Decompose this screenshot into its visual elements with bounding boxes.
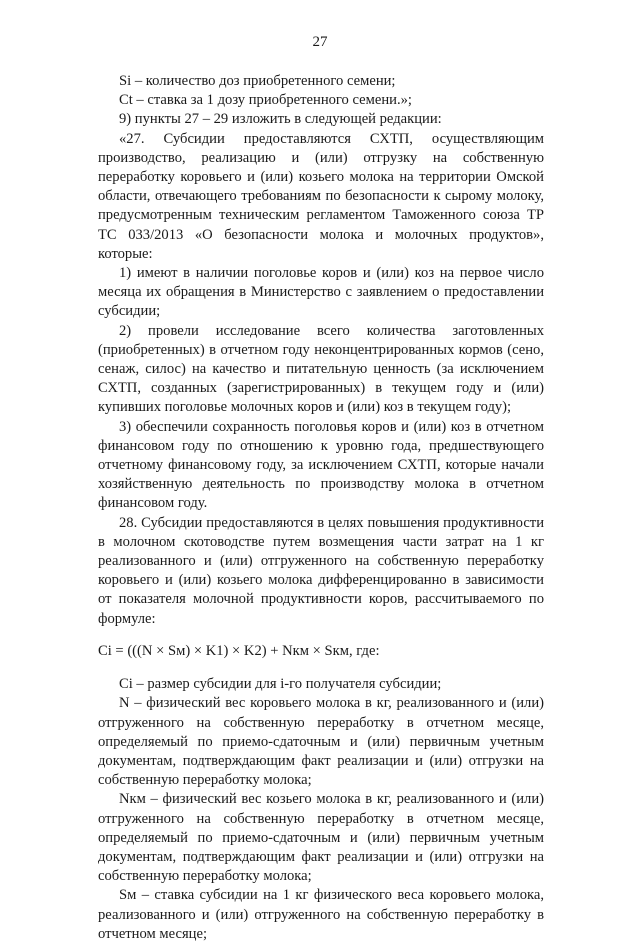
definition-n: N – физический вес коровьего молока в кг, реализованного и (или) отгруженного на собственную переработку в отчетном месяце, определяемый по приемо-сдаточным и (или) первичным учетным документам, подтверждающим факт реализации и (или) отгрузки на собственную переработку молока; <box>98 695 544 789</box>
subsidy-formula: Ci = (((N × Sм) × K1) × K2) + Nкм × Sкм, где: <box>98 642 380 659</box>
paragraph-condition-2: 2) провели исследование всего количества заготовленных (приобретенных) в отчетном году неконцентрированных кормов (сено, сенаж, силос) на качество и питательную ценность (за исключением СХТП, созданных (зарегистрированных) в текущем году и (или) купивших поголовье молочных коров и (или) коз в текущем году); <box>98 322 544 416</box>
paragraph-condition-3: 3) обеспечили сохранность поголовья коров и (или) коз в отчетном финансовом году по отношению к уровню года, предшествующего отчетному финансовому году, за исключением СХТП, которые начали хозяйственную деятельность по производству молока в отчетном финансовом году. <box>98 418 544 512</box>
page-number: 27 <box>312 34 328 50</box>
definition-ci: Ci – размер субсидии для i-го получателя субсидии; <box>119 676 442 693</box>
document-body <box>98 72 544 944</box>
paragraph-item-9: 9) пункты 27 – 29 изложить в следующей редакции: <box>119 111 442 128</box>
definition-nkm: Nкм – физический вес козьего молока в кг, реализованного и (или) отгруженного на собственную переработку в отчетном месяце, определяемый по приемо-сдаточным и (или) первичным учетным документам, подтверждающим факт реализации и (или) отгрузки на собственную переработку молока; <box>98 791 544 885</box>
paragraph-clause-27: «27. Субсидии предоставляются СХТП, осуществляющим производство, реализацию и (или) отгрузку на собственную переработку коровьего и (или) козьего молока на территории Омской области, отвечающего требованиям по безопасности к сырому молоку, предусмотренным техническим регламентом Таможенного союза ТР ТС 033/2013 «О безопасности молока и молочных продуктов», которые: <box>98 130 544 262</box>
definition-sm: Sм – ставка субсидии на 1 кг физического веса коровьего молока, реализованного и (или) отгруженного на собственную переработку в отчетном месяце; <box>98 887 544 942</box>
paragraph-ct-definition: Ct – ставка за 1 дозу приобретенного семени.»; <box>119 92 412 109</box>
paragraph-clause-28: 28. Субсидии предоставляются в целях повышения продуктивности в молочном скотоводстве путем возмещения части затрат на 1 кг реализованного и (или) отгруженного на собственную переработку коровьего и (или) козьего молока дифференцированно в зависимости от показателя молочной продуктивности коров, рассчитываемого по формуле: <box>98 514 544 627</box>
paragraph-condition-1: 1) имеют в наличии поголовье коров и (или) коз на первое число месяца их обращения в Министерство с заявлением о предоставлении субсидии; <box>98 265 544 320</box>
paragraph-si-definition: Si – количество доз приобретенного семени; <box>119 73 396 89</box>
